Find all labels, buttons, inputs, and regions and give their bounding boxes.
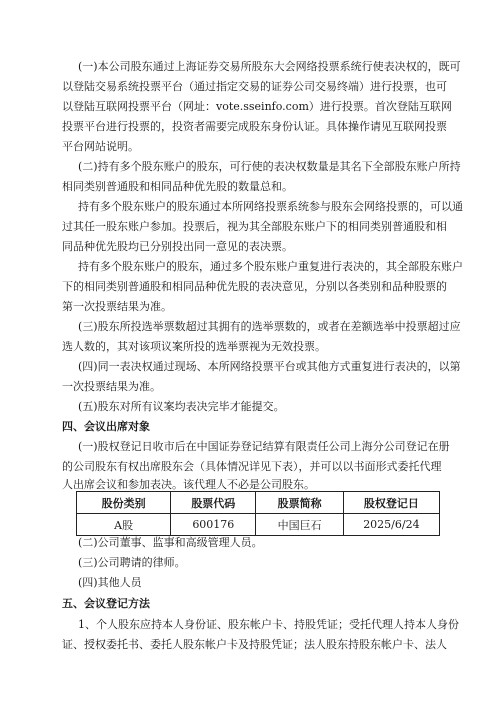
table-header-cell: 股票代码 — [171, 492, 256, 514]
text-line: 人出席会议和参加表决。该代理人不必是公司股东。 — [62, 478, 315, 491]
text-line: 持有多个股东账户的股东，通过多个股东账户重复进行表决的，其全部股东账户 — [78, 260, 463, 273]
registration-table — [76, 491, 440, 536]
text-line: (一)本公司股东通过上海证券交易所股东大会网络投票系统行使表决权的，既可 — [78, 60, 461, 73]
table-header-cell: 股权登记日 — [343, 492, 439, 514]
text-line: 一次投票结果为准。 — [62, 380, 161, 393]
text-line: (四)其他人员 — [78, 576, 142, 589]
table-row — [77, 514, 440, 536]
table-header-cell: 股票简称 — [256, 492, 343, 514]
text-line: 同品种优先股均已分别投出同一意见的表决票。 — [62, 240, 293, 253]
table-cell: 600176 — [171, 514, 256, 536]
text-line: (二)公司董事、监事和高级管理人员。 — [78, 536, 263, 549]
text-line: 第一次投票结果为准。 — [62, 300, 172, 313]
text-line: 投票平台进行投票的，投资者需要完成股东身份认证。具体操作请见互联网投票 — [62, 120, 447, 133]
text-line: 过其任一股东账户参加。投票后，视为其全部股东账户下的相同类别普通股和相 — [62, 220, 447, 233]
text-line: 持有多个股东账户的股东通过本所网络投票系统参与股东会网络投票的，可以通 — [78, 200, 463, 213]
text-line: 以登陆互联网投票平台（网址：vote.sseinfo.com）进行投票。首次登陆互联网 — [62, 100, 452, 113]
text-line: 选人数的，其对该项议案所投的选举票视为无效投票。 — [62, 340, 326, 353]
table-cell: 2025/6/24 — [343, 514, 439, 536]
text-line: 证、授权委托书、委托人股东帐户卡及持股凭证；法人股东持股东帐户卡、法人 — [62, 638, 447, 651]
text-line: 平台网站说明。 — [62, 140, 139, 153]
section-heading: 四、会议出席对象 — [62, 420, 150, 433]
text-line: (五)股东对所有议案均表决完毕才能提交。 — [78, 400, 285, 413]
table-cell: A股 — [77, 514, 171, 536]
text-line: (一)股权登记日收市后在中国证券登记结算有限责任公司上海分公司登记在册 — [78, 440, 450, 453]
table-header-row — [77, 492, 440, 514]
text-line: 以登陆交易系统投票平台（通过指定交易的证券公司交易终端）进行投票，也可 — [62, 80, 447, 93]
table-header-cell: 股份类别 — [77, 492, 171, 514]
text-line: 相同类别普通股和相同品种优先股的数量总和。 — [62, 180, 293, 193]
text-line: (四)同一表决权通过现场、本所网络投票平台或其他方式重复进行表决的，以第 — [78, 360, 461, 373]
text-line: 1、个人股东应持本人身份证、股东帐户卡、持股凭证；受托代理人持本人身份 — [78, 618, 459, 631]
text-line: 的公司股东有权出席股东会（具体情况详见下表），并可以以书面形式委托代理 — [62, 460, 442, 473]
text-line: (三)股东所投选举票数超过其拥有的选举票数的，或者在差额选举中投票超过应 — [78, 320, 461, 333]
text-line: 下的相同类别普通股和相同品种优先股的表决意见，分别以各类别和品种股票的 — [62, 280, 447, 293]
section-heading: 五、会议登记方法 — [62, 597, 150, 610]
text-line: (三)公司聘请的律师。 — [78, 556, 186, 569]
text-line: (二)持有多个股东账户的股东，可行使的表决权数量是其名下全部股东账户所持 — [78, 160, 461, 173]
table-cell: 中国巨石 — [256, 514, 343, 536]
